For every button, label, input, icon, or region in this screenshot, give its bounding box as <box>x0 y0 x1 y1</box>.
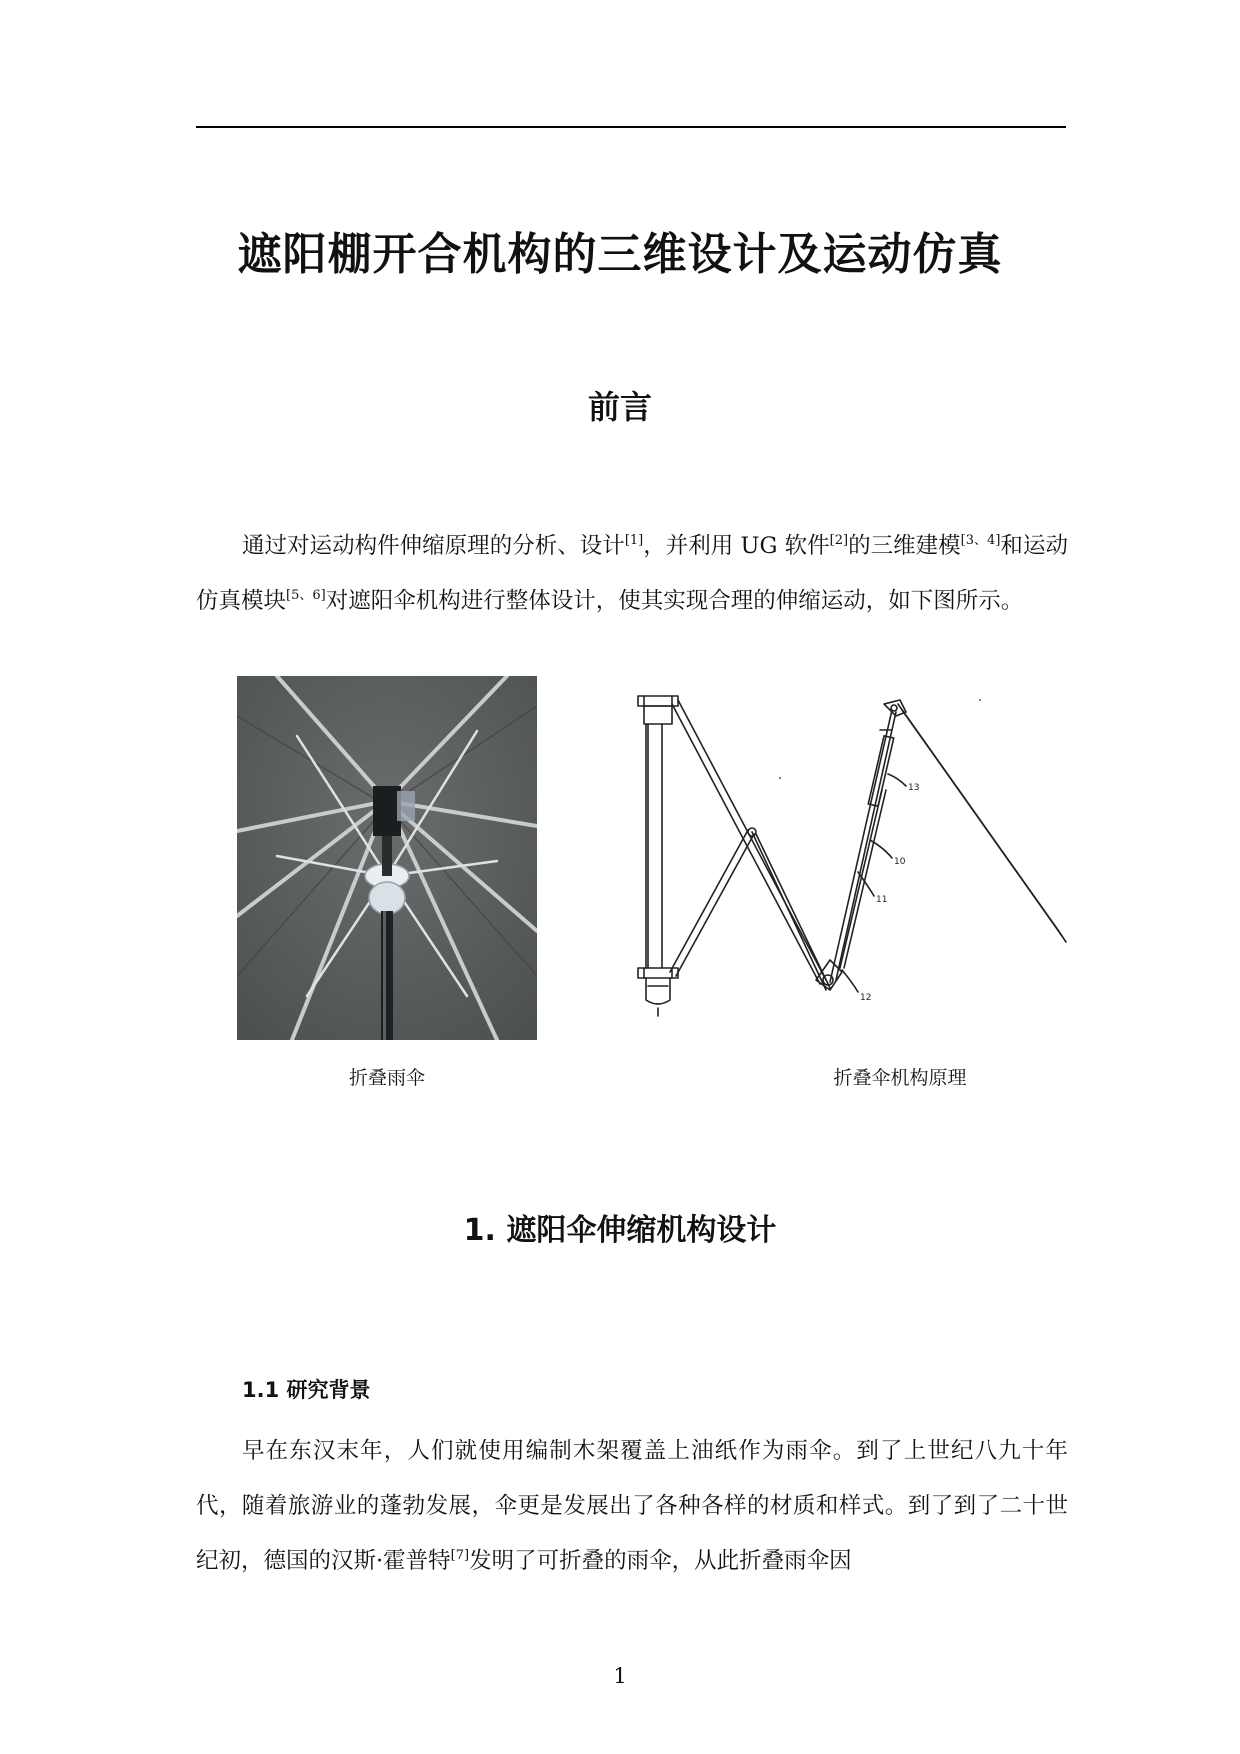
subsection-1-1-heading: 1.1 研究背景 <box>242 1378 371 1402</box>
background-paragraph <box>196 1424 1068 1589</box>
background-text-1: 早在东汉末年，人们就使用编制木架覆盖上油纸作为雨伞。到了上世纪八九十年代，随着旅游业的蓬勃发展，伞更是发展出了各种各样的材质和样式。到了到了二十世纪初，德国的汉斯·霍普特 <box>196 1438 1068 1574</box>
intro-text-3: 的三维建模 <box>848 533 961 559</box>
label-10: 10 <box>894 857 906 867</box>
ref-5-6[interactable]: [5、6] <box>286 588 326 603</box>
intro-text-1: 通过对运动构件伸缩原理的分析、设计 <box>242 533 625 559</box>
document-title: 遮阳棚开合机构的三维设计及运动仿真 <box>237 229 1003 280</box>
ref-1[interactable]: [1] <box>624 533 644 548</box>
background-text-2: 发明了可折叠的雨伞，从此折叠雨伞因 <box>469 1548 852 1574</box>
intro-text-4: 和运动仿真模块 <box>196 533 1068 614</box>
umbrella-photo <box>237 676 537 1040</box>
header-rule <box>196 126 1066 128</box>
ref-3-4[interactable]: [3、4] <box>960 533 1001 548</box>
intro-text-5: 对遮阳伞机构进行整体设计，使其实现合理的伸缩运动，如下图所示。 <box>325 588 1024 614</box>
label-12: 12 <box>860 993 872 1003</box>
figure-caption-right: 折叠伞机构原理 <box>833 1067 967 1089</box>
preface-heading: 前言 <box>587 388 652 426</box>
mechanism-diagram <box>630 690 1070 1035</box>
ref-7[interactable]: [7] <box>450 1548 470 1563</box>
intro-paragraph <box>196 519 1068 629</box>
label-13: 13 <box>908 783 920 793</box>
section-1-heading: 1. 遮阳伞伸缩机构设计 <box>463 1213 777 1248</box>
figure-caption-left: 折叠雨伞 <box>348 1067 425 1089</box>
ref-2[interactable]: [2] <box>829 533 849 548</box>
page-number: 1 <box>613 1664 627 1688</box>
intro-text-2: ，并利用 UG 软件 <box>643 533 830 559</box>
label-11: 11 <box>876 895 888 905</box>
